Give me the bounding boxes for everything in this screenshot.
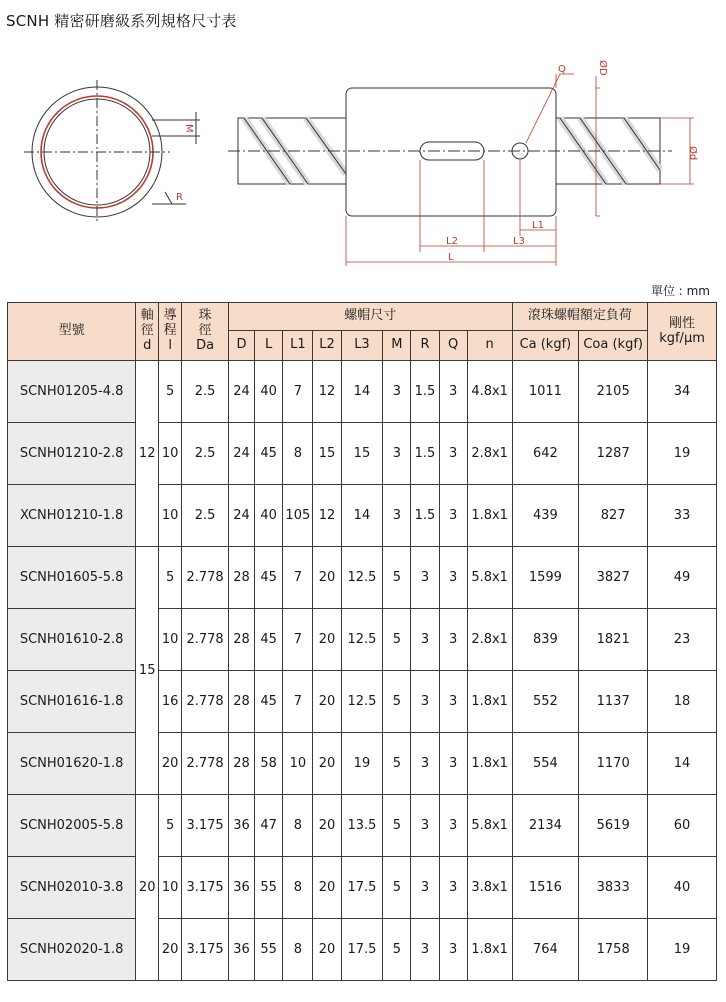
ball-screw-drawing [0,40,726,272]
header-shaft-diameter: 軸 徑 d [136,303,159,361]
d-cell: 24 [229,361,255,423]
n-cell: 2.8x1 [467,423,512,485]
model-cell: SCNH01616-1.8 [8,671,136,733]
l3-cell: 12.5 [341,609,383,671]
header-load-rating: 滾珠螺帽額定負荷 [512,303,648,331]
l1-cell: 7 [283,547,313,609]
table-row [8,795,717,857]
q-cell: 3 [439,423,467,485]
da-cell: 3.175 [182,857,229,919]
l-cell: 45 [255,547,283,609]
n-cell: 5.8x1 [467,547,512,609]
l2-cell: 20 [313,857,341,919]
q-cell: 3 [439,919,467,981]
n-cell: 1.8x1 [467,919,512,981]
n-cell: 1.8x1 [467,485,512,547]
n-cell: 3.8x1 [467,857,512,919]
dim-L2-label: L2 [446,236,458,247]
n-cell: 1.8x1 [467,671,512,733]
l1-cell: 7 [283,609,313,671]
r-cell: 3 [411,609,439,671]
stiff-cell: 49 [648,547,717,609]
ca-cell: 1599 [512,547,579,609]
lead-cell: 10 [159,609,182,671]
header-R: R [411,331,439,361]
header-L3: L3 [341,331,383,361]
dim-L3-label: L3 [513,236,525,247]
header-stiffness: 剛性 kgf/μm [648,303,717,361]
unit-label: 單位 : mm [650,284,710,298]
da-cell: 2.778 [182,609,229,671]
dim-L-label: L [448,252,454,263]
d-cell: 24 [229,423,255,485]
ca-cell: 764 [512,919,579,981]
dim-Q-label: Q [558,64,566,75]
model-cell: SCNH01610-2.8 [8,609,136,671]
r-cell: 3 [411,671,439,733]
lead-cell: 5 [159,361,182,423]
r-cell: 1.5 [411,485,439,547]
l1-cell: 7 [283,361,313,423]
model-cell: SCNH02010-3.8 [8,857,136,919]
shaft-diameter-cell: 15 [136,547,159,795]
d-cell: 36 [229,919,255,981]
m-cell: 3 [383,423,411,485]
stiff-cell: 14 [648,733,717,795]
l-cell: 58 [255,733,283,795]
m-cell: 5 [383,547,411,609]
shaft-diameter-cell: 20 [136,795,159,981]
lead-cell: 10 [159,857,182,919]
l3-cell: 17.5 [341,919,383,981]
r-cell: 1.5 [411,361,439,423]
n-cell: 1.8x1 [467,733,512,795]
table-row [8,423,717,485]
dim-D-label: ØD [597,60,608,76]
m-cell: 3 [383,361,411,423]
dim-R-label: R [176,192,183,203]
header-Ca: Ca (kgf) [512,331,579,361]
stiff-cell: 34 [648,361,717,423]
q-cell: 3 [439,361,467,423]
dim-M-label: M [183,124,194,133]
r-cell: 3 [411,919,439,981]
stiff-cell: 40 [648,857,717,919]
stiff-cell: 19 [648,423,717,485]
m-cell: 5 [383,795,411,857]
header-Coa: Coa (kgf) [579,331,648,361]
m-cell: 5 [383,919,411,981]
stiff-cell: 33 [648,485,717,547]
spec-table [7,302,717,981]
ca-cell: 2134 [512,795,579,857]
l1-cell: 8 [283,795,313,857]
l3-cell: 14 [341,485,383,547]
header-nut-dimensions: 螺帽尺寸 [229,303,513,331]
m-cell: 5 [383,609,411,671]
l1-cell: 105 [283,485,313,547]
lead-cell: 5 [159,795,182,857]
l1-cell: 8 [283,423,313,485]
ca-cell: 1516 [512,857,579,919]
header-n: n [467,331,512,361]
lead-cell: 20 [159,733,182,795]
lead-cell: 10 [159,485,182,547]
l3-cell: 13.5 [341,795,383,857]
l-cell: 55 [255,919,283,981]
coa-cell: 1758 [579,919,648,981]
l-cell: 45 [255,423,283,485]
spec-table-body [8,361,717,981]
q-cell: 3 [439,671,467,733]
side-view [228,88,672,216]
lead-cell: 20 [159,919,182,981]
l-cell: 40 [255,485,283,547]
q-cell: 3 [439,485,467,547]
table-row [8,857,717,919]
coa-cell: 1170 [579,733,648,795]
coa-cell: 1287 [579,423,648,485]
stiff-cell: 19 [648,919,717,981]
coa-cell: 5619 [579,795,648,857]
header-M: M [383,331,411,361]
da-cell: 2.5 [182,423,229,485]
l3-cell: 12.5 [341,671,383,733]
da-cell: 3.175 [182,795,229,857]
ca-cell: 642 [512,423,579,485]
l3-cell: 15 [341,423,383,485]
m-cell: 3 [383,485,411,547]
n-cell: 2.8x1 [467,609,512,671]
l1-cell: 8 [283,919,313,981]
r-cell: 3 [411,733,439,795]
coa-cell: 3833 [579,857,648,919]
m-cell: 5 [383,857,411,919]
table-row [8,547,717,609]
ca-cell: 552 [512,671,579,733]
d-cell: 28 [229,547,255,609]
header-model: 型號 [8,303,136,361]
l2-cell: 20 [313,919,341,981]
l3-cell: 17.5 [341,857,383,919]
header-lead: 導 程 l [159,303,182,361]
da-cell: 2.5 [182,485,229,547]
table-row [8,609,717,671]
l1-cell: 8 [283,857,313,919]
d-cell: 28 [229,733,255,795]
d-cell: 36 [229,795,255,857]
header-L: L [255,331,283,361]
l2-cell: 20 [313,609,341,671]
header-ball-diameter: 珠 徑 Da [182,303,229,361]
r-cell: 3 [411,857,439,919]
ca-cell: 839 [512,609,579,671]
model-cell: SCNH01605-5.8 [8,547,136,609]
m-cell: 5 [383,733,411,795]
l2-cell: 12 [313,485,341,547]
table-row [8,733,717,795]
da-cell: 2.778 [182,733,229,795]
l-cell: 40 [255,361,283,423]
coa-cell: 2105 [579,361,648,423]
n-cell: 4.8x1 [467,361,512,423]
d-cell: 24 [229,485,255,547]
stiff-cell: 23 [648,609,717,671]
l-cell: 55 [255,857,283,919]
q-cell: 3 [439,609,467,671]
coa-cell: 1821 [579,609,648,671]
table-row [8,361,717,423]
l-cell: 45 [255,671,283,733]
l2-cell: 20 [313,733,341,795]
d-cell: 28 [229,609,255,671]
model-cell: SCNH02005-5.8 [8,795,136,857]
model-cell: SCNH02020-1.8 [8,919,136,981]
l-cell: 45 [255,609,283,671]
d-cell: 28 [229,671,255,733]
coa-cell: 1137 [579,671,648,733]
model-cell: SCNH01210-2.8 [8,423,136,485]
stiff-cell: 18 [648,671,717,733]
n-cell: 5.8x1 [467,795,512,857]
m-cell: 5 [383,671,411,733]
ca-cell: 1011 [512,361,579,423]
da-cell: 2.778 [182,671,229,733]
l2-cell: 15 [313,423,341,485]
l1-cell: 7 [283,671,313,733]
model-cell: SCNH01205-4.8 [8,361,136,423]
table-row [8,919,717,981]
l2-cell: 20 [313,795,341,857]
table-row [8,485,717,547]
header-L2: L2 [313,331,341,361]
model-cell: SCNH01620-1.8 [8,733,136,795]
l2-cell: 20 [313,671,341,733]
l3-cell: 14 [341,361,383,423]
r-cell: 3 [411,795,439,857]
dim-d-label: Ød [687,146,698,161]
table-row [8,671,717,733]
q-cell: 3 [439,547,467,609]
q-cell: 3 [439,733,467,795]
shaft-diameter-cell: 12 [136,361,159,547]
model-cell: XCNH01210-1.8 [8,485,136,547]
header-L1: L1 [283,331,313,361]
r-cell: 1.5 [411,423,439,485]
l3-cell: 12.5 [341,547,383,609]
page-title: SCNH 精密研磨級系列規格尺寸表 [6,12,237,30]
lead-cell: 5 [159,547,182,609]
r-cell: 3 [411,547,439,609]
lead-cell: 16 [159,671,182,733]
ca-cell: 554 [512,733,579,795]
l3-cell: 19 [341,733,383,795]
coa-cell: 3827 [579,547,648,609]
lead-cell: 10 [159,423,182,485]
coa-cell: 827 [579,485,648,547]
da-cell: 2.778 [182,547,229,609]
da-cell: 2.5 [182,361,229,423]
l2-cell: 12 [313,361,341,423]
header-D: D [229,331,255,361]
d-cell: 36 [229,857,255,919]
stiff-cell: 60 [648,795,717,857]
da-cell: 3.175 [182,919,229,981]
l-cell: 47 [255,795,283,857]
ca-cell: 439 [512,485,579,547]
q-cell: 3 [439,857,467,919]
end-view [24,80,200,224]
l2-cell: 20 [313,547,341,609]
q-cell: 3 [439,795,467,857]
header-Q: Q [439,331,467,361]
l1-cell: 10 [283,733,313,795]
dim-L1-label: L1 [532,220,544,231]
